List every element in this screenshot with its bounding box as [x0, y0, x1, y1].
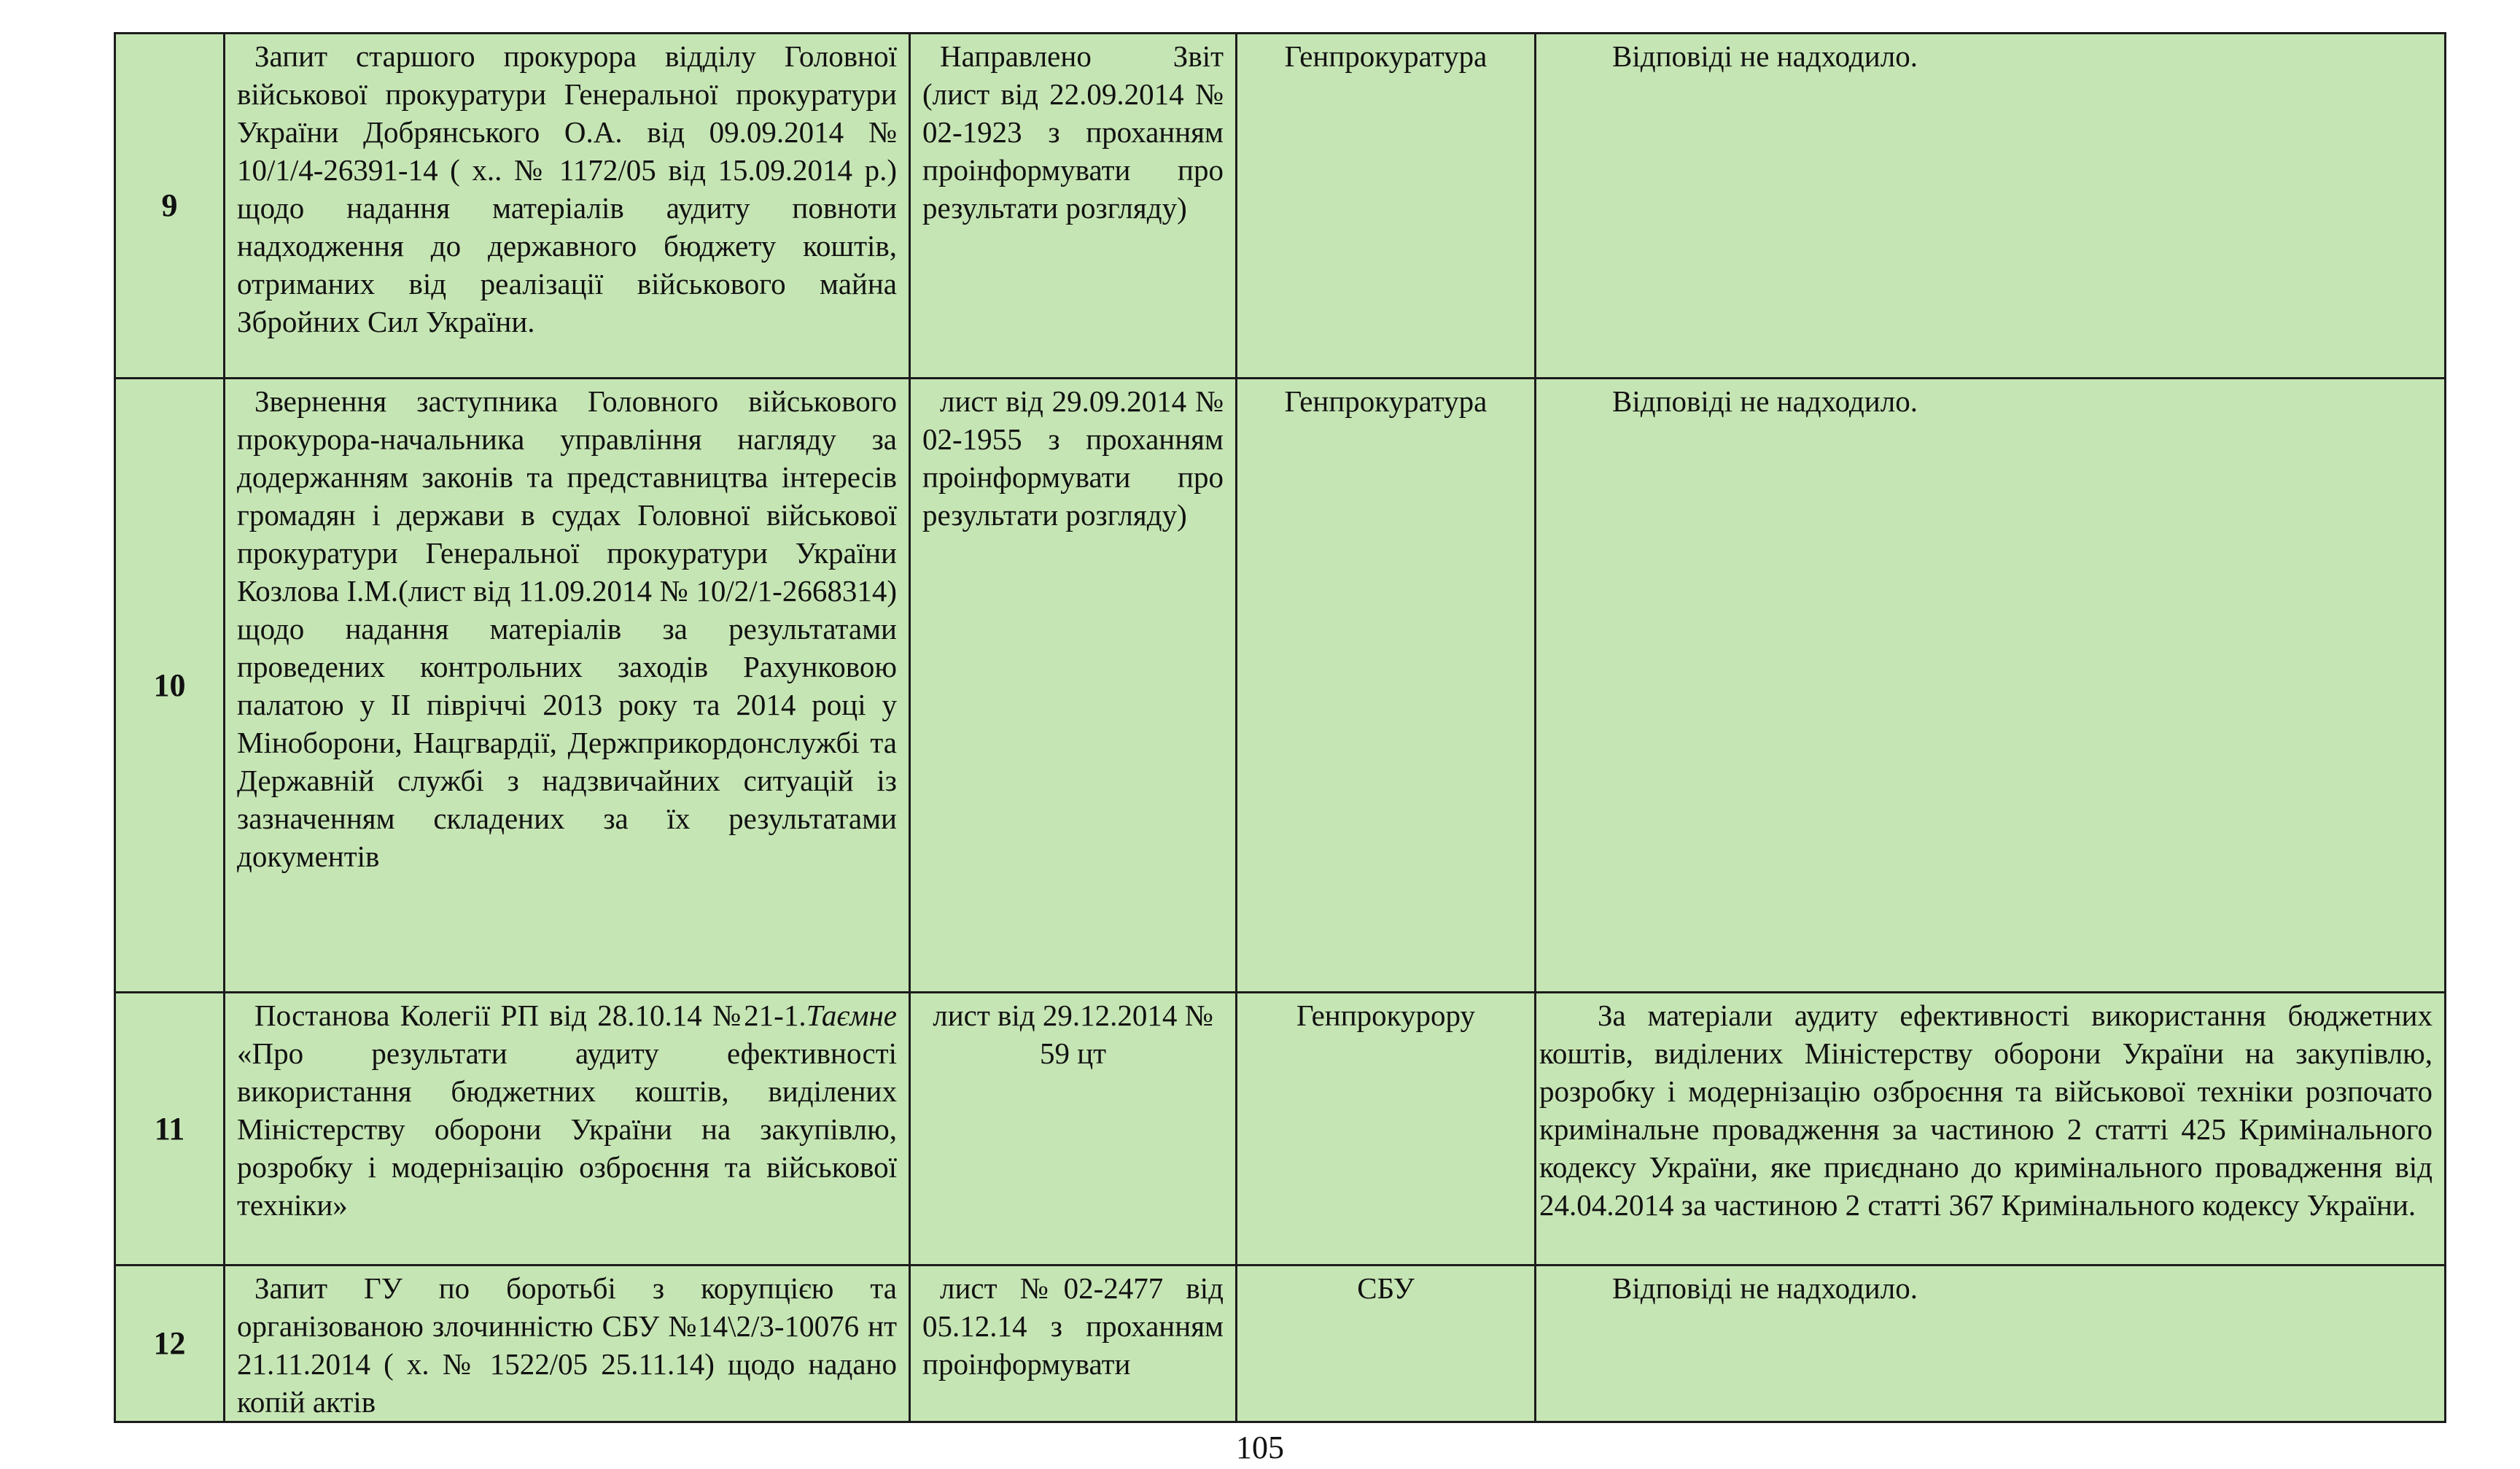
recipient: СБУ — [1237, 1265, 1536, 1422]
action-taken: Направлено Звіт (лист від 22.09.2014 № 02-1923 з проханням проінформувати про результати розгляду) — [910, 34, 1237, 379]
recipient: Генпрокуратура — [1237, 379, 1536, 993]
result-status: За матеріали аудиту ефективності використання бюджетних коштів, виділених Міністерству оборони України на закупівлю, розробку і модернізацію озброєння та військової техніки розпочато кримінальне провадження за частиною 2 статті 425 Кримінального кодексу України, яке приєднано до кримінального провадження від 24.04.2014 за частиною 2 статті 367 Кримінального кодексу України. — [1536, 993, 2446, 1265]
result-status: Відповіді не надходило. — [1536, 34, 2446, 379]
request-description: Запит старшого прокурора відділу Головної військової прокуратури Генеральної прокуратури України Добрянського О.А. від 09.09.2014 № 10/1/4-26391-14 ( х.. № 1172/05 від 15.09.2014 р.) щодо надання матеріалів аудиту повноти надходження до державного бюджету коштів, отриманих від реалізації військового майна Збройних Сил України. — [225, 34, 910, 379]
table-row — [115, 993, 2446, 1265]
result-status: Відповіді не надходило. — [1536, 379, 2446, 993]
classification-mark: Таємне — [806, 999, 897, 1032]
action-taken: лист від 29.09.2014 № 02-1955 з проханням проінформувати про результати розгляду) — [910, 379, 1237, 993]
action-taken: лист від 29.12.2014 № 59 цт — [910, 993, 1237, 1265]
request-description: Запит ГУ по боротьбі з корупцією та організованою злочинністю СБУ №14\2/3-10076 нт 21.11.2014 ( х. № 1522/05 25.11.14) щодо надано копій актів — [225, 1265, 910, 1422]
recipient: Генпрокурору — [1237, 993, 1536, 1265]
row-number: 10 — [115, 379, 225, 993]
recipient: Генпрокуратура — [1237, 34, 1536, 379]
row-number: 9 — [115, 34, 225, 379]
row-number: 12 — [115, 1265, 225, 1422]
resolution-subject: «Про результати аудиту ефективності використання бюджетних коштів, виділених Міністерству оборони України на закупівлю, розробку і модернізацію озброєння та військової техніки» — [237, 1036, 897, 1222]
table-row — [115, 1265, 2446, 1422]
request-description: Звернення заступника Головного військового прокурора-начальника управління нагляду за додержанням законів та представництва інтересів громадян і держави в судах Головної військової прокуратури Генеральної прокуратури України Козлова І.М.(лист від 11.09.2014 № 10/2/1-2668314) щодо надання матеріалів за результатами проведених контрольних заходів Рахунковою палатою у ІІ півріччі 2013 року та 2014 році у Міноборони, Нацгвардії, Держприкордонслужбі та Державній службі з надзвичайних ситуацій із зазначенням складених за їх результатами документів — [225, 379, 910, 993]
row-number: 11 — [115, 993, 225, 1265]
result-status: Відповіді не надходило. — [1536, 1265, 2446, 1422]
table-row — [115, 379, 2446, 993]
resolution-title: Постанова Колегії РП від 28.10.14 №21-1. — [254, 999, 806, 1032]
table-row — [115, 34, 2446, 379]
page-number: 105 — [1236, 1430, 1284, 1465]
document-table — [114, 32, 2446, 1423]
action-taken: лист №02-2477 від 05.12.14 з проханням проінформувати — [910, 1265, 1237, 1422]
request-description — [225, 993, 910, 1265]
